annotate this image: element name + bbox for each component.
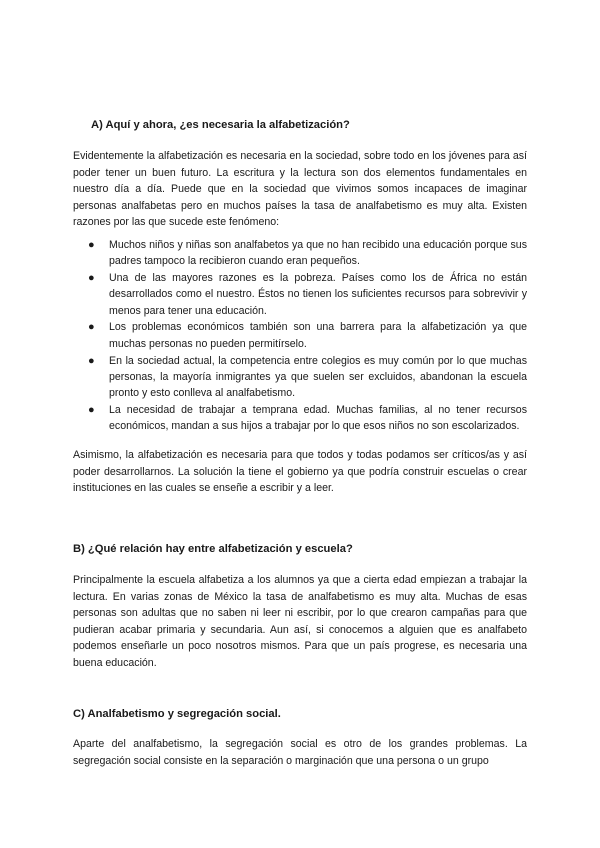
bullet-icon: ●: [88, 272, 95, 285]
section-a-conclusion: Asimismo, la alfabetización es necesaria para que todos y todas podamos ser críticos/as y así poder desarrollarnos. La solución la tiene el gobierno ya que podría construir escuelas o crear instituciones en las cuales se enseñe a escribir y a leer.: [73, 449, 527, 494]
list-item: [73, 353, 527, 402]
bullet-icon: ●: [88, 239, 95, 251]
list-item: [73, 270, 527, 319]
list-item: [73, 319, 527, 352]
bullet-icon: ●: [88, 321, 95, 334]
list-item-text: Muchos niños y niñas son analfabetos ya que no han recibido una educación porque sus padres tampoco la recibieron cuando eran pequeños.: [109, 239, 527, 268]
list-item: [73, 237, 527, 270]
list-item-text: Una de las mayores razones es la pobreza. Países como los de África no están desarrollados como el nuestro. Éstos no tienen los suficientes recursos para sobrevivir y menos para tener una educación.: [109, 272, 527, 317]
section-a-reasons-list: [73, 237, 527, 435]
section-b-heading: B) ¿Qué relación hay entre alfabetización y escuela?: [73, 543, 353, 555]
section-c-body: Aparte del analfabetismo, la segregación social es otro de los grandes problemas. La segregación social consiste en la separación o marginación que una persona o un grupo: [73, 738, 527, 767]
section-a-intro: Evidentemente la alfabetización es necesaria en la sociedad, sobre todo en los jóvenes para así poder tener un buen futuro. La escritura y la lectura son dos elementos fundamentales en nuestro día a día. Puede que en la sociedad que vivimos somos incapaces de imaginar personas analfabetas pero en muchos países la tasa de analfabetismo es muy alta. Existen razones por las que sucede este fenómeno:: [73, 150, 527, 228]
list-item-text: En la sociedad actual, la competencia entre colegios es muy común por lo que muchas personas, la mayoría inmigrantes ya que suelen ser excluidos, abandonan la escuela pronto y esto conlleva al analfabetismo.: [109, 354, 527, 400]
bullet-icon: ●: [88, 403, 95, 416]
list-item-text: Los problemas económicos también son una barrera para la alfabetización ya que muchas personas no pueden permitírselo.: [109, 321, 527, 350]
section-b-body: Principalmente la escuela alfabetiza a los alumnos ya que a cierta edad empiezan a trabajar la lectura. En varias zonas de México la tasa de analfabetismo es muy alta. Muchas de esas personas son adultas que no saben ni leer ni escribir, por lo que crearon campañas para que pudieran acabar primaria y secundaria. Aun así, si conocemos a alguien que es analfabeto podemos enseñarle un poco nosotros mismos. Para que un país progrese, es necesaria una buena educación.: [73, 574, 527, 669]
section-a-heading: A) Aquí y ahora, ¿es necesaria la alfabetización?: [91, 119, 350, 131]
list-item: [73, 402, 527, 435]
list-item-text: La necesidad de trabajar a temprana edad. Muchas familias, al no tener recursos económicos, mandan a sus hijos a trabajar por lo que esos niños no son escolarizados.: [109, 403, 527, 433]
bullet-icon: ●: [88, 354, 95, 367]
section-c-heading: C) Analfabetismo y segregación social.: [73, 708, 281, 720]
